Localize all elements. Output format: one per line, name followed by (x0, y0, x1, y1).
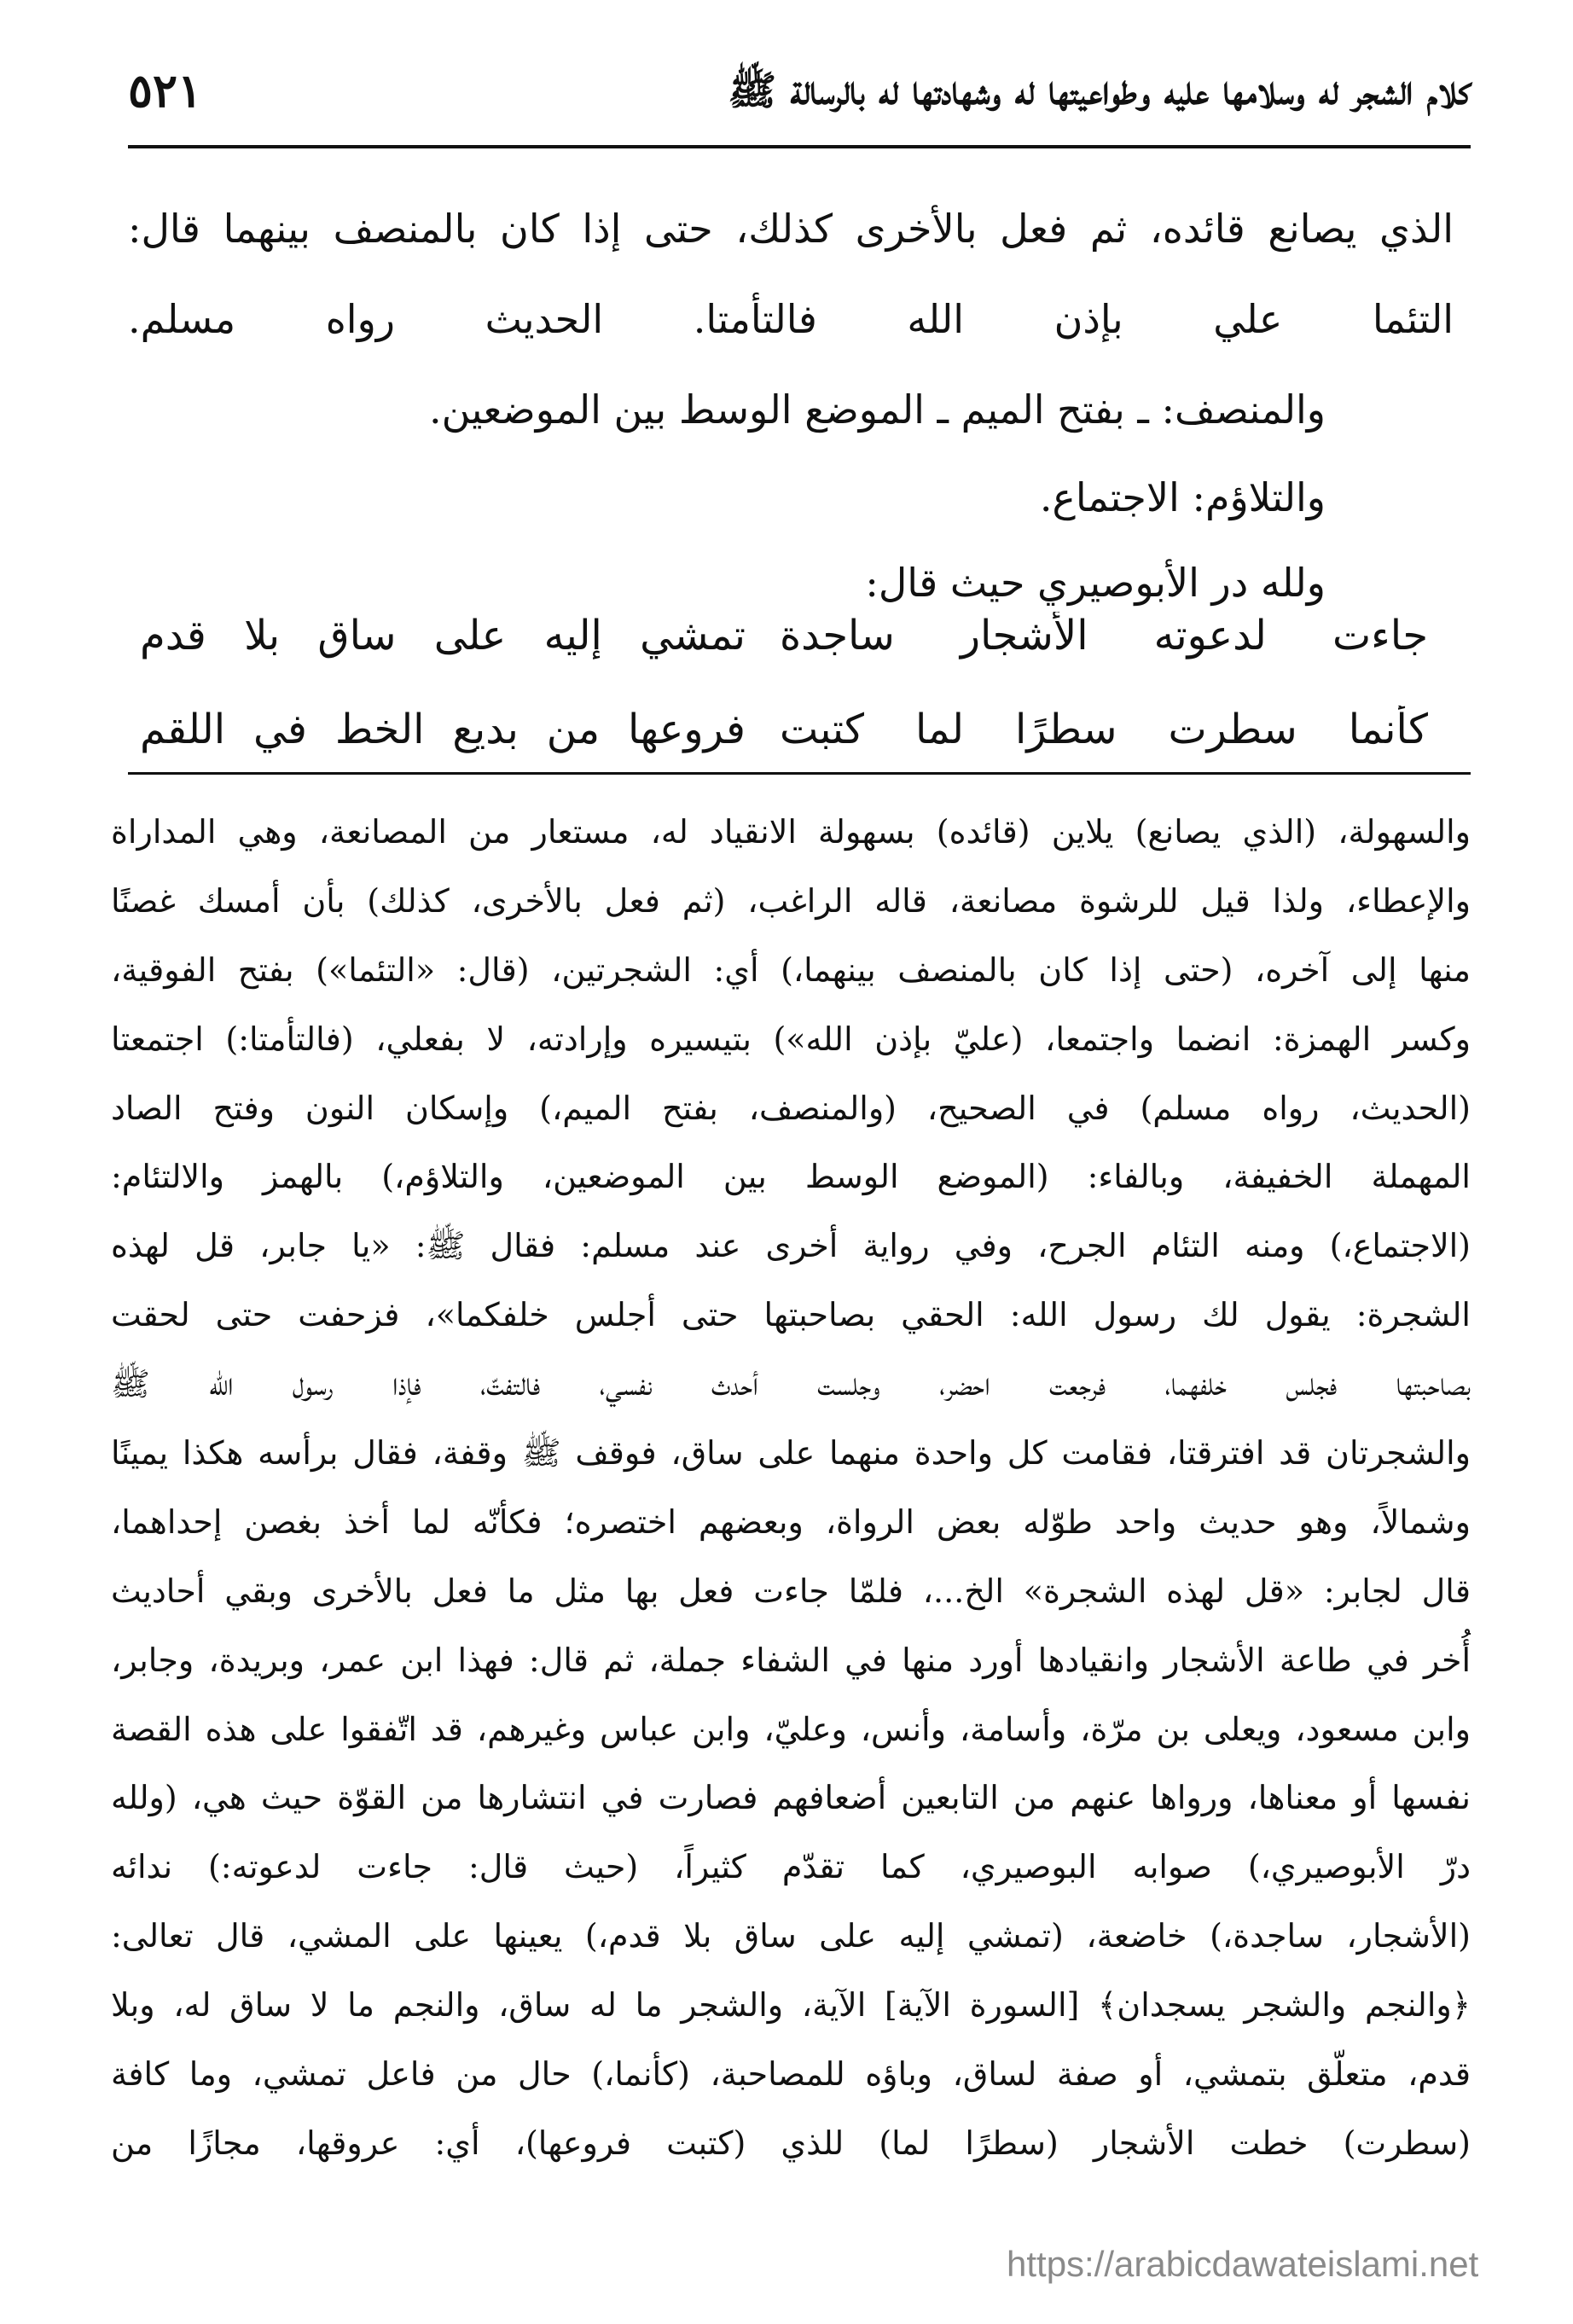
commentary-line: والسهولة، (الذي يصانع) يلاين (قائده) بسهولة الانقياد له، مستعار من المصانعة، وهي المداراة (111, 813, 1471, 851)
commentary-line: ﴿والنجم والشجر يسجدان﴾ [السورة الآية] الآية، والشجر ما له ساق، والنجم ما لا ساق له، وبلا (111, 1986, 1471, 2025)
main-line: التئما علي بإذن الله فالتأمتا. الحديث رواه مسلم. (128, 296, 1454, 342)
watermark-url: https://arabicdawateislami.net (1007, 2244, 1479, 2284)
commentary-line: (الأشجار، ساجدة،) خاضعة، (تمشي إليه على ساق بلا قدم،) يعينها على المشي، قال تعالى: (111, 1917, 1471, 1955)
commentary-line: والإعطاء، ولذا قيل للرشوة مصانعة، قاله الراغب، (ثم فعل بالأخرى، كذلك) بأن أمسك غصنًا (111, 881, 1471, 920)
commentary-line: درّ الأبوصيري،) صوابه البوصيري، كما تقدّم كثيراً، (حيث قال: جاءت لدعوته:) ندائه (111, 1848, 1471, 1886)
commentary-line: وابن مسعود، ويعلى بن مرّة، وأسامة، وأنس، وعليّ، وابن عباس وغيرهم، قد اتّفقوا على هذه القصة (111, 1710, 1471, 1748)
commentary-line: قدم، متعلّق بتمشي، أو صفة لساق، وباؤه للمصاحبة، (كأنما،) حال من فاعل تمشي، وما كافة (111, 2055, 1471, 2094)
verse-first-hemistich: كأنما سطرت سطرًا لما كتبت (780, 706, 1428, 753)
commentary-line: المهملة الخفيفة، وبالفاء: (الموضع الوسط بين الموضعين، والتلاؤم،) بالهمز والالتئام: (111, 1158, 1471, 1196)
verse-second-hemistich: فروعها من بديع الخط في اللقم (140, 706, 746, 753)
page-number: ٥٢١ (128, 63, 203, 118)
commentary-line: بصاحبتها فجلس خلفهما، فرجعت احضر، وجلست أحدث نفسي، فالتفتّ، فإذا رسول الله ﷺ (111, 1365, 1471, 1403)
commentary-line: قال لجابر: «قل لهذه الشجرة» الخ...، فلمّا جاءت فعل بها مثل ما فعل بالأخرى وبقي أحاديث (111, 1572, 1471, 1610)
verse-second-hemistich: تمشي إليه على ساق بلا قدم (140, 612, 746, 659)
commentary-line: منها إلى آخره، (حتى إذا كان بالمنصف بينهما،) أي: الشجرتين، (قال: «التئما») بفتح الفوقية، (111, 950, 1471, 989)
verse (136, 589, 1428, 683)
page-header (128, 63, 1471, 135)
header-divider (128, 145, 1471, 148)
commentary-text (111, 798, 1471, 2178)
verse (136, 683, 1428, 776)
verse-first-hemistich: جاءت لدعوته الأشجار ساجدة (780, 612, 1428, 659)
commentary-line: والشجرتان قد افترقتا، فقامت كل واحدة منهما على ساق، فوقف ﷺ وقفة، فقال برأسه هكذا يمينًا (111, 1434, 1471, 1473)
main-line: ولله در الأبوصيري حيث قال: (865, 560, 1326, 606)
commentary-line: وشمالاً، وهو حديث واحد طوّله بعض الرواة، وبعضهم اختصره؛ فكأنّه لما أخذ بغصن إحداهما، (111, 1502, 1471, 1541)
main-line: والمنصف: ـ بفتح الميم ـ الموضع الوسط بين الموضعين. (428, 386, 1326, 433)
commentary-divider (128, 772, 1471, 775)
main-line: والتلاؤم: الاجتماع. (1039, 474, 1326, 520)
main-text (128, 183, 1454, 625)
main-line: الذي يصانع قائده، ثم فعل بالأخرى كذلك، حتى إذا كان بالمنصف بينهما قال: (128, 206, 1454, 252)
commentary-line: وكسر الهمزة: انضما واجتمعا، (عليّ بإذن الله») بتيسيره وإرادته، لا بفعلي، (فالتأمتا:) اجتمعتا (111, 1020, 1471, 1058)
commentary-line: (سطرت) خطت الأشجار (سطرًا لما) للذي (كتبت فروعها)، أي: عروقها، مجازًا من (111, 2124, 1471, 2162)
commentary-line: (الاجتماع،) ومنه التئام الجرح، وفي رواية أخرى عند مسلم: فقال ﷺ: «يا جابر، قل لهذه (111, 1227, 1471, 1265)
poem (136, 589, 1428, 776)
chapter-title: كلام الشجر له وسلامها عليه وطواعيتها له وشهادتها له بالرسالة ﷺ (728, 67, 1471, 114)
commentary-line: نفسها أو معناها، ورواها عنهم من التابعين أضعافهم فصارت في انتشارها من القوّة حيث هي، (ولله (111, 1779, 1471, 1817)
commentary-line: أُخر في طاعة الأشجار وانقيادها أورد منها في الشفاء جملة، ثم قال: فهذا ابن عمر، وبريدة، وجابر، (111, 1641, 1471, 1679)
commentary-line: (الحديث، رواه مسلم) في الصحيح، (والمنصف، بفتح الميم،) وإسكان النون وفتح الصاد (111, 1089, 1471, 1127)
commentary-line: الشجرة: يقول لك رسول الله: الحقي بصاحبتها حتى أجلس خلفكما»، فزحفت حتى لحقت (111, 1296, 1471, 1334)
